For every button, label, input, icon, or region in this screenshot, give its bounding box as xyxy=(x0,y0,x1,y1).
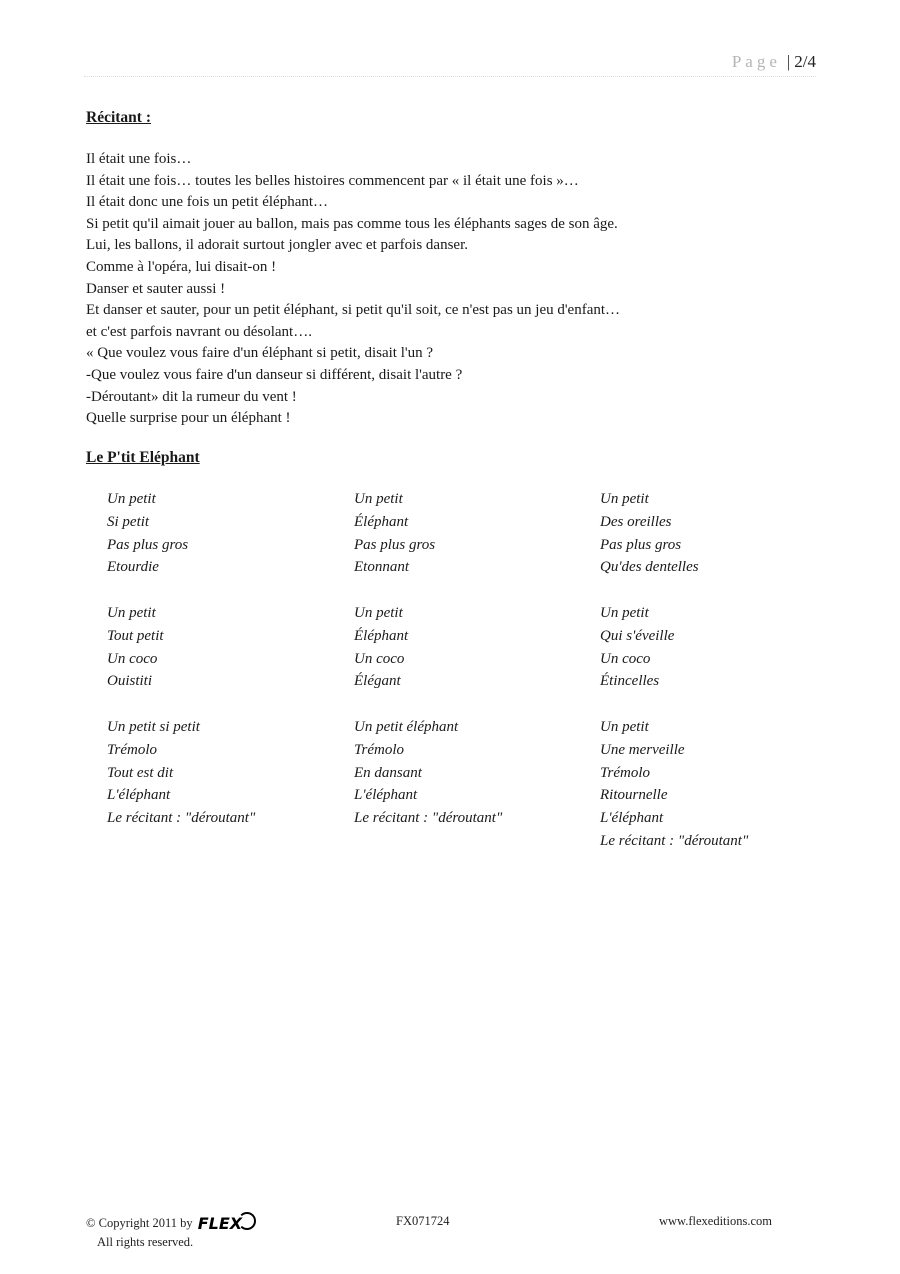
verse-line: Tout petit xyxy=(107,627,164,644)
verse-line: Un petit xyxy=(600,491,649,507)
stanza xyxy=(354,602,600,693)
narration-line: Lui, les ballons, il adorait surtout jongler avec et parfois danser. xyxy=(86,237,468,254)
rights-text: All rights reserved. xyxy=(97,1235,194,1249)
verse-column xyxy=(354,488,600,876)
recitant-title: Récitant : xyxy=(86,109,151,126)
narration-line: « Que voulez vous faire d'un éléphant si petit, disait l'un ? xyxy=(86,345,433,362)
verse-line: Éléphant xyxy=(354,627,409,644)
verse-line: Un petit si petit xyxy=(107,718,200,735)
verse-line: Un petit xyxy=(354,491,403,507)
verse-line: Un petit xyxy=(107,491,156,507)
stanza xyxy=(107,716,354,830)
stanza xyxy=(107,602,354,693)
stanza xyxy=(600,488,827,579)
stanza xyxy=(354,488,600,579)
narration-line: et c'est parfois navrant ou désolant…. xyxy=(86,323,312,340)
verse-line: L'éléphant xyxy=(107,787,171,804)
header-divider xyxy=(84,76,816,77)
verse-line: Qu'des dentelles xyxy=(600,559,699,576)
verse-line: Etonnant xyxy=(354,559,409,576)
verse-line: Trémolo xyxy=(600,764,651,781)
verse-line: Éléphant xyxy=(354,513,409,530)
stanza xyxy=(107,488,354,579)
narration-line: Danser et sauter aussi ! xyxy=(86,280,226,297)
logo-swoosh-icon xyxy=(238,1212,256,1230)
narration-line: Et danser et sauter, pour un petit éléphant, si petit qu'il soit, ce n'est pas un jeu d'enfant… xyxy=(86,302,621,319)
page-label: Page xyxy=(731,52,781,71)
narration-line: Il était donc une fois un petit éléphant… xyxy=(86,194,329,211)
narration-line: Il était une fois… xyxy=(86,151,192,167)
copyright-text: © Copyright 2011 by xyxy=(86,1216,193,1230)
stanza xyxy=(600,602,827,693)
verse-line: Un petit éléphant xyxy=(354,718,459,735)
verse-line: Ritournelle xyxy=(600,787,668,804)
stanza xyxy=(354,716,600,830)
stanza xyxy=(600,716,827,853)
verse-line: Un coco xyxy=(107,650,158,667)
verse-line: Un petit xyxy=(600,604,649,621)
page-number: 2/4 xyxy=(794,52,816,71)
verse-line: Un coco xyxy=(600,650,651,667)
narration-line: Il était une fois… toutes les belles histoires commencent par « il était une fois »… xyxy=(86,172,579,189)
verse-line: Le récitant : "déroutant" xyxy=(107,810,256,827)
verse-line: Si petit xyxy=(107,513,150,530)
narration-line: -Déroutant» dit la rumeur du vent ! xyxy=(86,388,297,405)
page-separator: | xyxy=(786,52,791,71)
verse-column xyxy=(107,488,354,876)
product-code: FX071724 xyxy=(396,1214,450,1228)
verse-line: Tout est dit xyxy=(107,764,174,781)
verse-line: Etourdie xyxy=(107,559,159,576)
narration-line: Si petit qu'il aimait jouer au ballon, mais pas comme tous les éléphants sages de son âge. xyxy=(86,215,618,232)
verse-line: Un petit xyxy=(600,718,649,735)
verse-line: Un coco xyxy=(354,650,405,667)
verse-line: Un petit xyxy=(107,604,156,621)
narration-line: Comme à l'opéra, lui disait-on ! xyxy=(86,258,277,275)
verse-line: Ouistiti xyxy=(107,673,153,690)
verse-line: Qui s'éveille xyxy=(600,627,675,644)
narration-text xyxy=(86,149,826,430)
narration-line: -Que voulez vous faire d'un danseur si différent, disait l'autre ? xyxy=(86,366,463,383)
page-header xyxy=(732,52,816,72)
verse-line: Un petit xyxy=(354,604,403,621)
copyright-notice xyxy=(86,1212,256,1251)
song-verses xyxy=(107,488,827,876)
narration-line: Quelle surprise pour un éléphant ! xyxy=(86,410,291,427)
song-title: Le P'tit Eléphant xyxy=(86,449,200,466)
verse-line: En dansant xyxy=(354,764,422,781)
flex-logo xyxy=(198,1212,256,1233)
verse-line: Pas plus gros xyxy=(600,536,682,553)
verse-line: Étincelles xyxy=(600,673,660,690)
verse-line: Pas plus gros xyxy=(354,536,436,553)
verse-line: Des oreilles xyxy=(600,513,672,530)
logo-text: FLEX xyxy=(197,1214,243,1233)
verse-line: Trémolo xyxy=(107,741,158,758)
verse-line: Le récitant : "déroutant" xyxy=(600,832,749,849)
verse-line: Pas plus gros xyxy=(107,536,189,553)
verse-line: L'éléphant xyxy=(600,810,664,827)
verse-line: Élégant xyxy=(354,673,401,690)
website-url: www.flexeditions.com xyxy=(658,1214,772,1228)
verse-line: L'éléphant xyxy=(354,787,418,804)
verse-line: Une merveille xyxy=(600,741,685,758)
verse-line: Le récitant : "déroutant" xyxy=(354,810,503,827)
verse-column xyxy=(600,488,827,876)
verse-line: Trémolo xyxy=(354,741,405,758)
